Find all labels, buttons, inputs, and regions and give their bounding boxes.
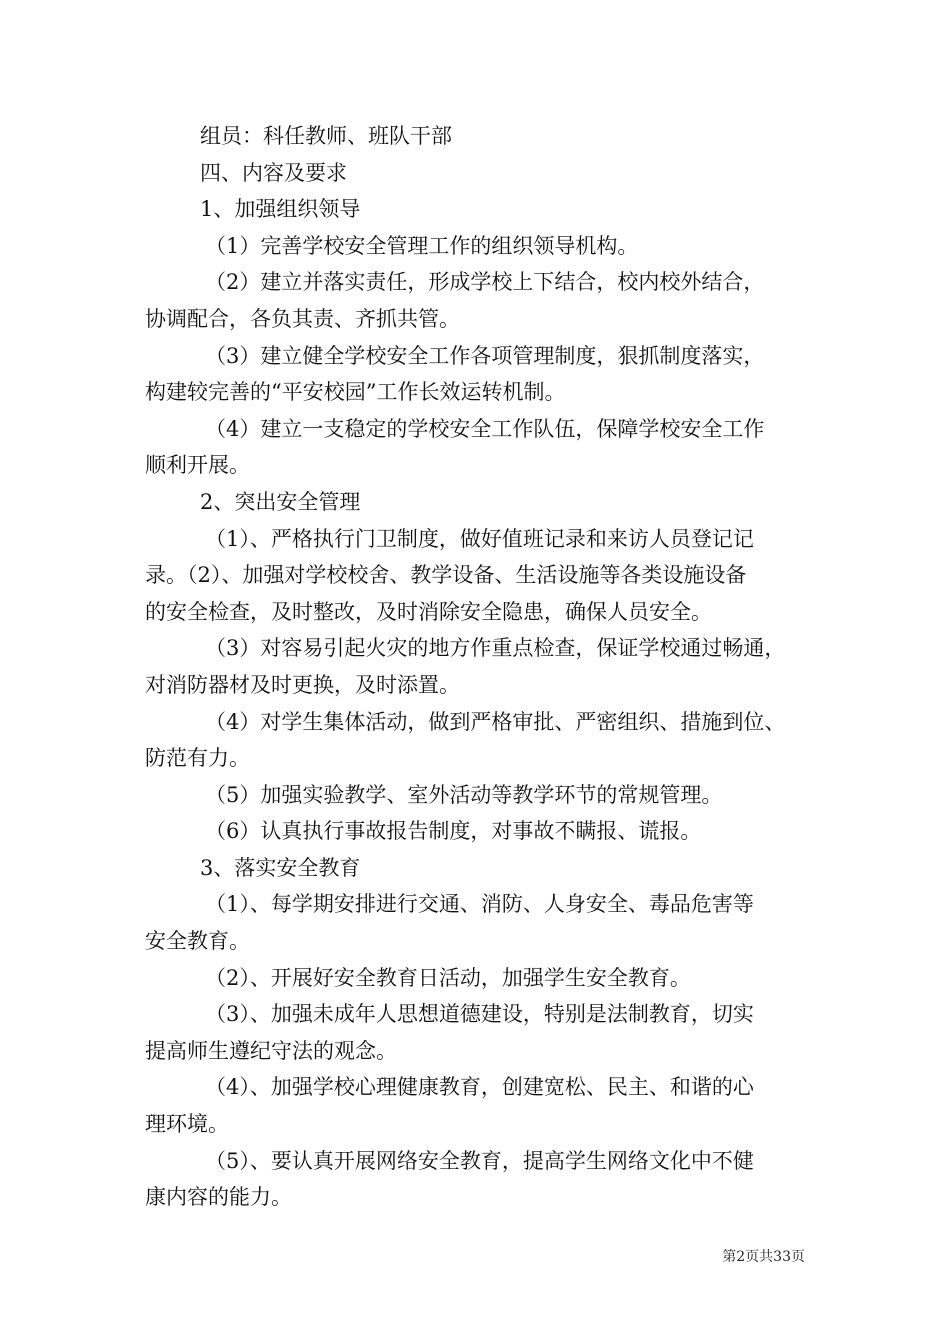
paragraph-line: 防范有力。 (145, 746, 250, 771)
paragraph-line: （4）对学生集体活动，做到严格审批、严密组织、措施到位、 (205, 709, 786, 734)
paragraph-line: 对消防器材及时更换，及时添置。 (145, 672, 460, 697)
paragraph-line: （6）认真执行事故报告制度，对事故不瞒报、谎报。 (205, 819, 702, 844)
paragraph-line: （1）、严格执行门卫制度，做好值班记录和来访人员登记记 (205, 526, 754, 551)
paragraph-line: 理环境。 (145, 1112, 229, 1137)
paragraph-line: （3）建立健全学校安全工作各项管理制度，狠抓制度落实， (205, 343, 765, 368)
paragraph-line: （5）加强实验教学、室外活动等教学环节的常规管理。 (205, 782, 723, 807)
paragraph-line: 安全教育。 (145, 929, 250, 954)
document-body (145, 118, 810, 1216)
paragraph-line: 录。（2）、加强对学校校舍、教学设备、生活设施等各类设施设备 (145, 563, 747, 588)
paragraph-line: （1）完善学校安全管理工作的组织领导机构。 (205, 233, 639, 258)
paragraph-line: （3）对容易引起火灾的地方作重点检查，保证学校通过畅通， (205, 636, 786, 661)
subsection-heading-1: 1、加强组织领导 (200, 197, 361, 222)
section-heading-4: 四、内容及要求 (200, 160, 347, 185)
paragraph-line: 构建较完善的“平安校园”工作长效运转机制。 (145, 380, 566, 405)
paragraph-line: 康内容的能力。 (145, 1185, 292, 1210)
paragraph-line: （5）、要认真开展网络安全教育，提高学生网络文化中不健 (205, 1148, 754, 1173)
paragraph-line: （1）、每学期安排进行交通、消防、人身安全、毒品危害等 (205, 892, 754, 917)
members-line: 组员：科任教师、班队干部 (200, 124, 452, 148)
subsection-heading-2: 2、突出安全管理 (200, 489, 361, 514)
paragraph-line: 的安全检查，及时整改，及时消除安全隐患，确保人员安全。 (145, 599, 712, 624)
paragraph-line: 协调配合，各负其责、齐抓共管。 (145, 306, 460, 331)
page-number-footer: 第2页共33页 (722, 1249, 805, 1265)
paragraph-line: （4）、加强学校心理健康教育，创建宽松、民主、和谐的心 (205, 1075, 754, 1100)
paragraph-line: （2）、开展好安全教育日活动，加强学生安全教育。 (205, 965, 691, 990)
paragraph-line: 顺利开展。 (145, 453, 250, 478)
paragraph-line: （2）建立并落实责任，形成学校上下结合，校内校外结合， (205, 270, 765, 295)
subsection-heading-3: 3、落实安全教育 (200, 855, 361, 880)
paragraph-line: （3）、加强未成年人思想道德建设，特别是法制教育，切实 (205, 1002, 754, 1027)
paragraph-line: 提高师生遵纪守法的观念。 (145, 1038, 397, 1063)
paragraph-line: （4）建立一支稳定的学校安全工作队伍，保障学校安全工作 (205, 416, 765, 441)
